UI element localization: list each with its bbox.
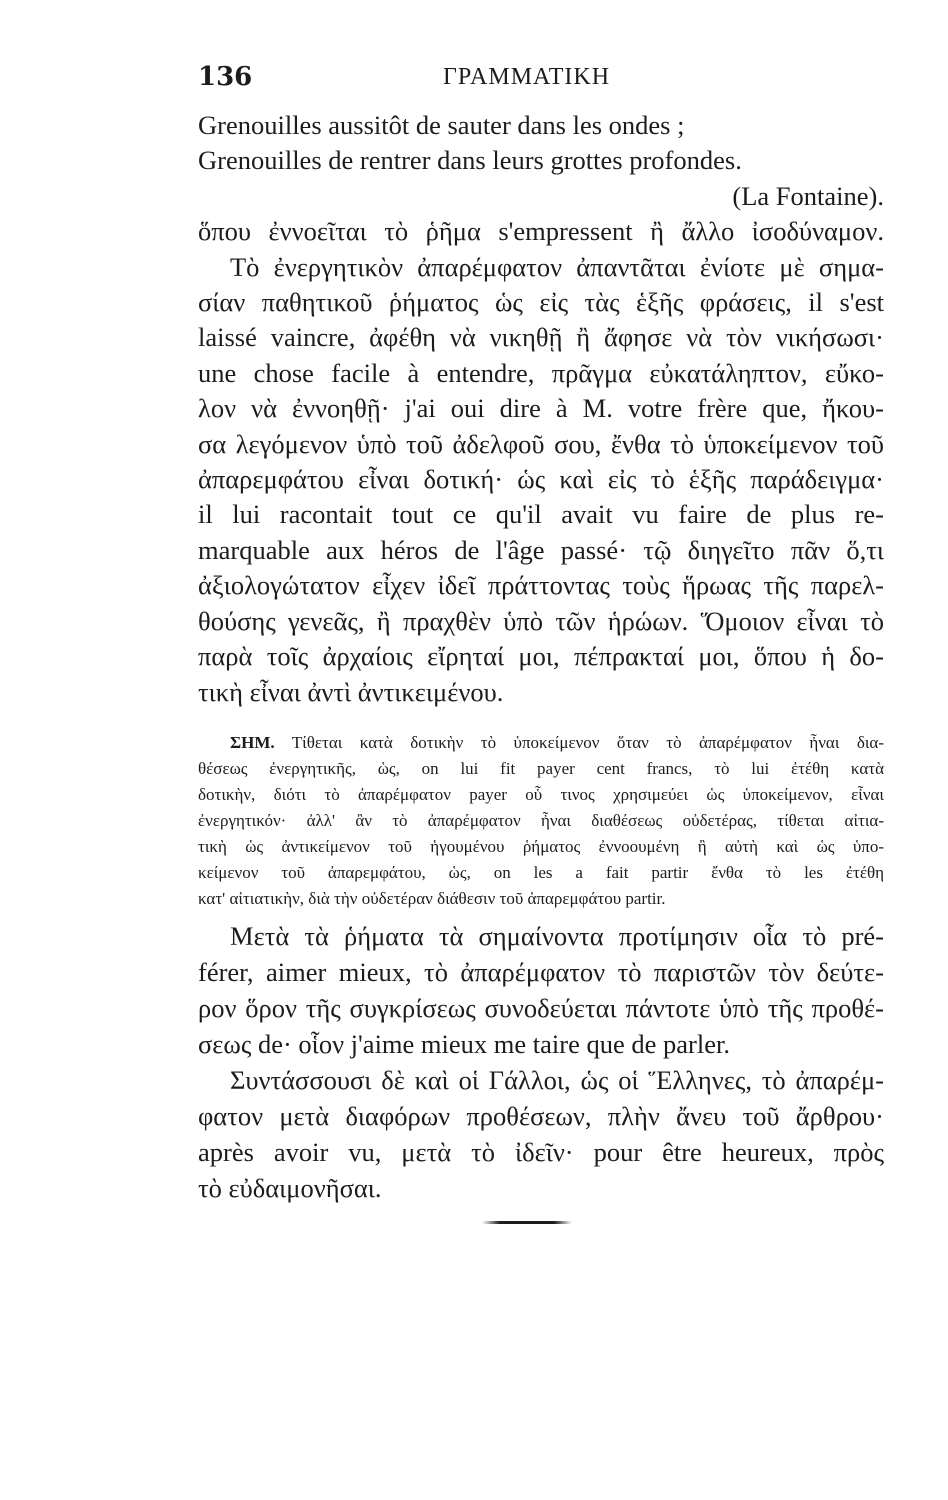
text-line: une chose facile à entendre, πρᾶγμα εὐκατάληπτον, εὔκο- [198,357,884,388]
page-header [198,62,898,96]
note-block [198,730,884,912]
text-line: Συντάσσουσι δὲ καὶ οἱ Γάλλοι, ὡς οἱ Ἕλληνες, τὸ ἀπαρέμ- [230,1065,884,1095]
citation: (La Fontaine). [732,180,884,211]
note-label: ΣΗΜ. [230,733,275,752]
note-text: Τίθεται κατὰ δοτικὴν τὸ ὑποκείμενον ὅταν τὸ ἀπαρέμφατον ἦναι δια- [291,733,884,752]
text-line: ἀξιολογώτατον εἶχεν ἰδεῖ πράττοντας τοὺς ἥρωας τῆς παρελ- [198,570,884,601]
main-text-continued [198,918,884,1206]
note-line [198,730,884,756]
text-line: παρὰ τοῖς ἀρχαίοις εἴρηταί μοι, πέπρακταί μοι, ὅπου ἡ δο- [198,641,884,672]
text-line: laissé vaincre, ἀφέθη νὰ νικηθῇ ἢ ἄφησε νὰ τὸν νικήσωσι· [198,322,884,353]
text-line: τικὴ εἶναι ἀντὶ ἀντικειμένου. [198,676,504,707]
text-line: Grenouilles de rentrer dans leurs grottes profondes. [198,145,742,176]
note-line: κείμενον τοῦ ἀπαρεμφάτου, ὡς, on les a fait partir ἔνθα τὸ les ἐτέθη [198,863,884,882]
text-line: il lui racontait tout ce qu'il avait vu faire de plus re- [198,499,884,530]
text-line: φατον μετὰ διαφόρων προθέσεων, πλὴν ἄνευ τοῦ ἄρθρου· [198,1101,884,1131]
text-line: σα λεγόμενον ὑπὸ τοῦ ἀδελφοῦ σου, ἔνθα τὸ ὑποκείμενον τοῦ [198,428,884,459]
page-number: 136 [198,62,253,92]
text-line: Grenouilles aussitôt de sauter dans les ondes ; [198,110,685,140]
note-line: κατ' αἰτιατικὴν, διὰ τὴν οὐδετέραν διάθεσιν τοῦ ἀπαρεμφάτου partir. [198,889,666,908]
note-line: δοτικὴν, διότι τὸ ἀπαρέμφατον payer οὗ τινος χρησιμεύει ὡς ὑποκείμενον, εἶναι [198,785,884,804]
text-line: Τὸ ἐνεργητικὸν ἀπαρέμφατον ἀπαντᾶται ἐνίοτε μὲ σημα- [230,251,884,282]
main-text [198,108,884,710]
text-line: Μετὰ τὰ ῥήματα τὰ σημαίνοντα προτίμησιν οἷα τὸ pré- [230,921,884,951]
text-line: θούσης γενεᾶς, ἢ πραχθὲν ὑπὸ τῶν ἡρώων. Ὅμοιον εἶναι τὸ [198,605,884,636]
note-line: τικὴ ὡς ἀντικείμενον τοῦ ἡγουμένου ῥήματος ἐννοουμένη ἢ αὐτὴ καὶ ὡς ὑπο- [198,837,884,856]
text-line: σίαν παθητικοῦ ῥήματος ὡς εἰς τὰς ἑξῆς φράσεις, il s'est [198,287,884,318]
text-line: ἀπαρεμφάτου εἶναι δοτική· ὡς καὶ εἰς τὸ ἑξῆς παράδειγμα· [198,464,884,495]
text-line: férer, aimer mieux, τὸ ἀπαρέμφατον τὸ παριστῶν τὸν δεύτε- [198,957,884,987]
running-title: ΓΡΑΜΜΑΤΙΚΗ [443,64,611,90]
text-line: σεως de· οἷον j'aime mieux me taire que de parler. [198,1029,730,1059]
text-line: λον νὰ ἐννοηθῇ· j'ai oui dire à M. votre frère que, ἤκου- [198,393,884,424]
note-line: θέσεως ἐνεργητικῆς, ὡς, on lui fit payer cent francs, τὸ lui ἐτέθη κατὰ [198,759,884,778]
text-line: τὸ εὐδαιμονῆσαι. [198,1173,382,1203]
text-line: ὅπου ἐννοεῖται τὸ ῥῆμα s'empressent ἢ ἄλλο ἰσοδύναμον. [198,216,884,247]
text-line: marquable aux héros de l'âge passé· τῷ διηγεῖτο πᾶν ὅ,τι [198,534,884,565]
note-line: ἐνεργητικόν· ἀλλ' ἂν τὸ ἀπαρέμφατον ἦναι διαθέσεως οὐδετέρας, τίθεται αἰτια- [198,811,884,830]
text-line: après avoir vu, μετὰ τὸ ἰδεῖν· pour être heureux, πρὸς [198,1137,884,1167]
end-ornament-rule [482,1221,572,1224]
text-line: ρον ὅρον τῆς συγκρίσεως συνοδεύεται πάντοτε ὑπὸ τῆς προθέ- [198,993,884,1023]
